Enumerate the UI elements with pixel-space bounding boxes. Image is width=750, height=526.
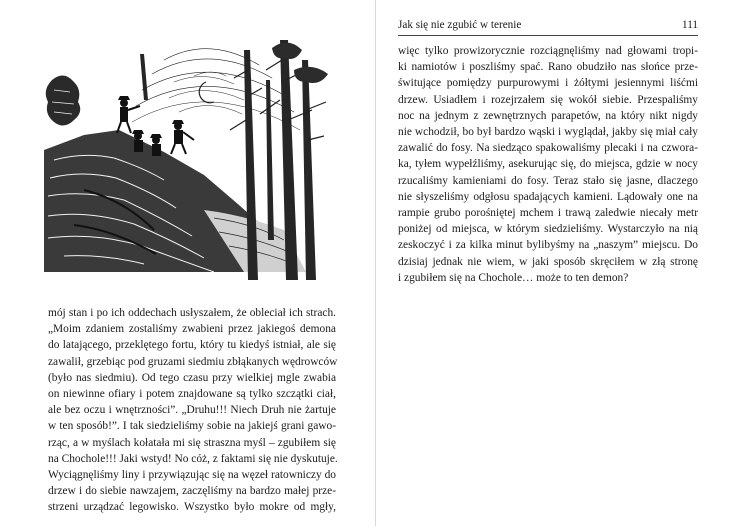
text-line: ale bez oczu i wnętrzności”. „Druhu!!! Niech Druh nie żartuje (48, 404, 336, 417)
text-line: noc na jednym z zewnętrznych parapetów, na który nikt nigdy (398, 109, 698, 122)
text-line: rampie grubo porośniętej mchem i trawą zaledwie niecały metr (398, 207, 698, 220)
running-head-title: Jak się nie zgubić w terenie (398, 19, 522, 31)
text-line: „Moim zdaniem zostaliśmy zwabieni przez jakiegoś demona (48, 323, 336, 336)
text-line: strzeni urządzać legowisko. Wszystko było mokre od mgły, (48, 501, 336, 514)
text-line: w ten sposób!”. I tak siedzieliśmy sobie na jakiejś grani gawo- (48, 420, 336, 433)
text-line: ka, tyłem wypełźliśmy, asekurując się, do miejsca, gdzie w nocy (398, 158, 698, 171)
text-line: i zgubiłem się na Chochole… może to ten demon? (398, 271, 629, 284)
text-line: dzisiaj jednak nie wiem, w jaki sposób skręciłem w złą stronę (398, 255, 698, 268)
text-line: zawalił, grzebiąc pod gruzami siedmiu zbłąkanych wędrowców (48, 355, 338, 368)
text-line: Wyciągnęliśmy liny i przywiązując się na węzeł ratowniczy do (48, 469, 336, 482)
forest-rampart-illustration (44, 40, 336, 280)
text-line: drzew i do siebie nawzajem, zaczęliśmy na bardzo małej prze- (48, 485, 336, 498)
left-body-text (48, 305, 336, 516)
text-line: do latającego, przeklętego fortu, który tu kiedyś istniał, ale się (48, 339, 336, 352)
text-line: zawalić do fosy. Na siedząco spakowaliśmy plecaki i na czwora- (398, 142, 698, 155)
text-line: nie wchodził, bo był bardzo wąski i wyglądał, jakby się miał cały (398, 126, 698, 139)
text-line: nie słyszeliśmy odgłosu spadających kamieni. Lądowały one na (398, 190, 698, 203)
text-line: (było nas siedmiu). Od tego czasu przy wielkiej mgle zwabia (48, 371, 336, 384)
text-line: mój stan i po ich oddechach usłyszałem, że obleciał ich strach. (48, 307, 336, 319)
text-line: świtujące pomiędzy purpurowymi i żółtymi jesiennymi liśćmi (398, 77, 698, 90)
right-page (376, 0, 750, 526)
running-head (398, 19, 698, 36)
text-line: rzucaliśmy kamieniami do fosy. Teraz stało się jasne, dlaczego (398, 174, 698, 187)
text-line: drzew. Usiadłem i rozejrzałem się wokół siebie. Przespaliśmy (398, 93, 698, 106)
text-line: rząc, a w myślach kołatała mi się straszna myśl – zgubiłem się (48, 436, 336, 449)
text-line: zeskoczyć i za kilka minut bylibyśmy na „naszym” miejscu. Do (398, 239, 698, 252)
text-line: on niewinne ofiary i potem znajdowane są tylko szczątki ciał, (48, 388, 336, 401)
text-line: więc tylko prowizorycznie rozciągnęliśmy nad głowami tropi- (398, 45, 698, 57)
text-line: na Chochole!!! Jaki wstyd! No cóż, z faktami się nie dyskutuje. (48, 452, 338, 465)
right-body-text (398, 43, 698, 286)
text-line: ki namiotów i poszliśmy spać. Rano obudziło nas słońce prze- (398, 61, 698, 74)
page-number: 111 (682, 19, 698, 31)
text-line: poniżej od miejsca, w którym siedzieliśmy. Wystarczyło na nią (398, 223, 698, 236)
